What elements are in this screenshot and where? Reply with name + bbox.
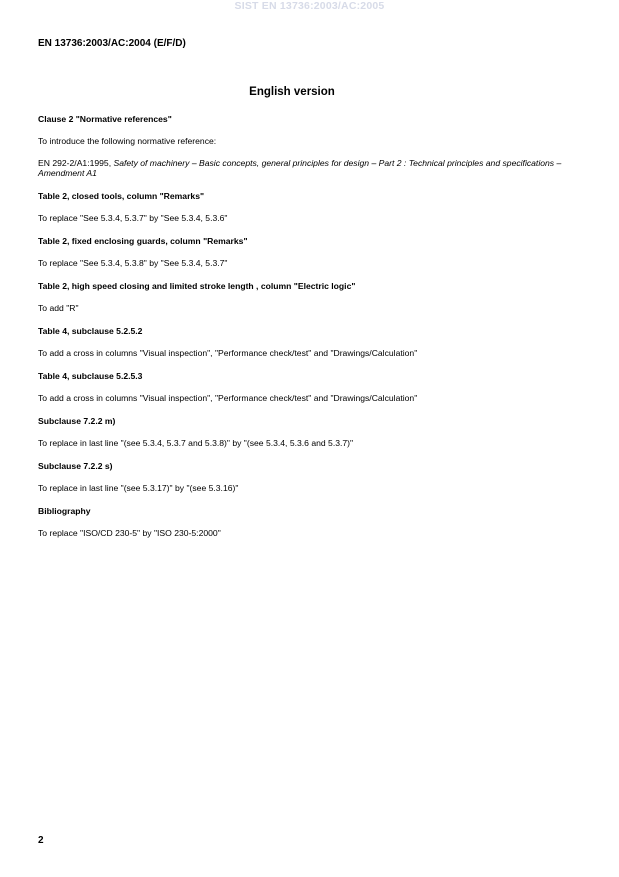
- section-table2-fixed-guards: [38, 235, 586, 268]
- section-text: To replace in last line "(see 5.3.4, 5.3.7 and 5.3.8)" by "(see 5.3.4, 5.3.6 and 5.3.7)": [38, 438, 354, 448]
- normative-reference: [38, 158, 586, 178]
- section-heading: Table 4, subclause 5.2.5.2: [38, 326, 143, 336]
- section-heading: Table 4, subclause 5.2.5.3: [38, 371, 143, 381]
- section-heading: Table 2, closed tools, column "Remarks": [38, 191, 205, 201]
- watermark: SIST EN 13736:2003/AC:2005: [234, 0, 385, 12]
- section-heading: Table 2, high speed closing and limited stroke length , column "Electric logic": [38, 281, 356, 291]
- reference-code: EN 292-2/A1:1995,: [38, 158, 114, 168]
- section-text: To add "R": [38, 303, 79, 313]
- section-text: To replace "See 5.3.4, 5.3.8" by "See 5.3.4, 5.3.7": [38, 258, 228, 268]
- section-heading: Subclause 7.2.2 m): [38, 416, 116, 426]
- section-table2-closed-tools: [38, 190, 586, 223]
- section-table4-5252: [38, 325, 586, 358]
- section-table2-high-speed: [38, 280, 586, 313]
- section-heading: Table 2, fixed enclosing guards, column "Remarks": [38, 236, 248, 246]
- section-bibliography: [38, 505, 586, 538]
- section-text: To replace "See 5.3.4, 5.3.7" by "See 5.3.4, 5.3.6": [38, 213, 228, 223]
- reference-title: Safety of machinery – Basic concepts, general principles for design – Part 2 : Technical principles and specifications – Amendment A1: [38, 158, 562, 178]
- section-normative-references: [38, 113, 586, 178]
- section-text: To add a cross in columns "Visual inspection", "Performance check/test" and "Drawings/Calculation": [38, 393, 418, 403]
- section-table4-5253: [38, 370, 586, 403]
- section-text: To replace "ISO/CD 230-5" by "ISO 230-5:2000": [38, 528, 221, 538]
- section-heading: Subclause 7.2.2 s): [38, 461, 113, 471]
- document-header: EN 13736:2003/AC:2004 (E/F/D): [38, 38, 186, 49]
- section-subclause-722s: [38, 460, 586, 493]
- section-subclause-722m: [38, 415, 586, 448]
- section-intro: To introduce the following normative reference:: [38, 136, 217, 146]
- section-heading: Clause 2 "Normative references": [38, 114, 172, 124]
- document-body: [38, 113, 586, 550]
- section-heading: Bibliography: [38, 506, 91, 516]
- page-number: 2: [38, 835, 44, 846]
- section-text: To replace in last line "(see 5.3.17)" by "(see 5.3.16)": [38, 483, 239, 493]
- section-text: To add a cross in columns "Visual inspection", "Performance check/test" and "Drawings/Calculation": [38, 348, 418, 358]
- version-title: English version: [249, 86, 335, 98]
